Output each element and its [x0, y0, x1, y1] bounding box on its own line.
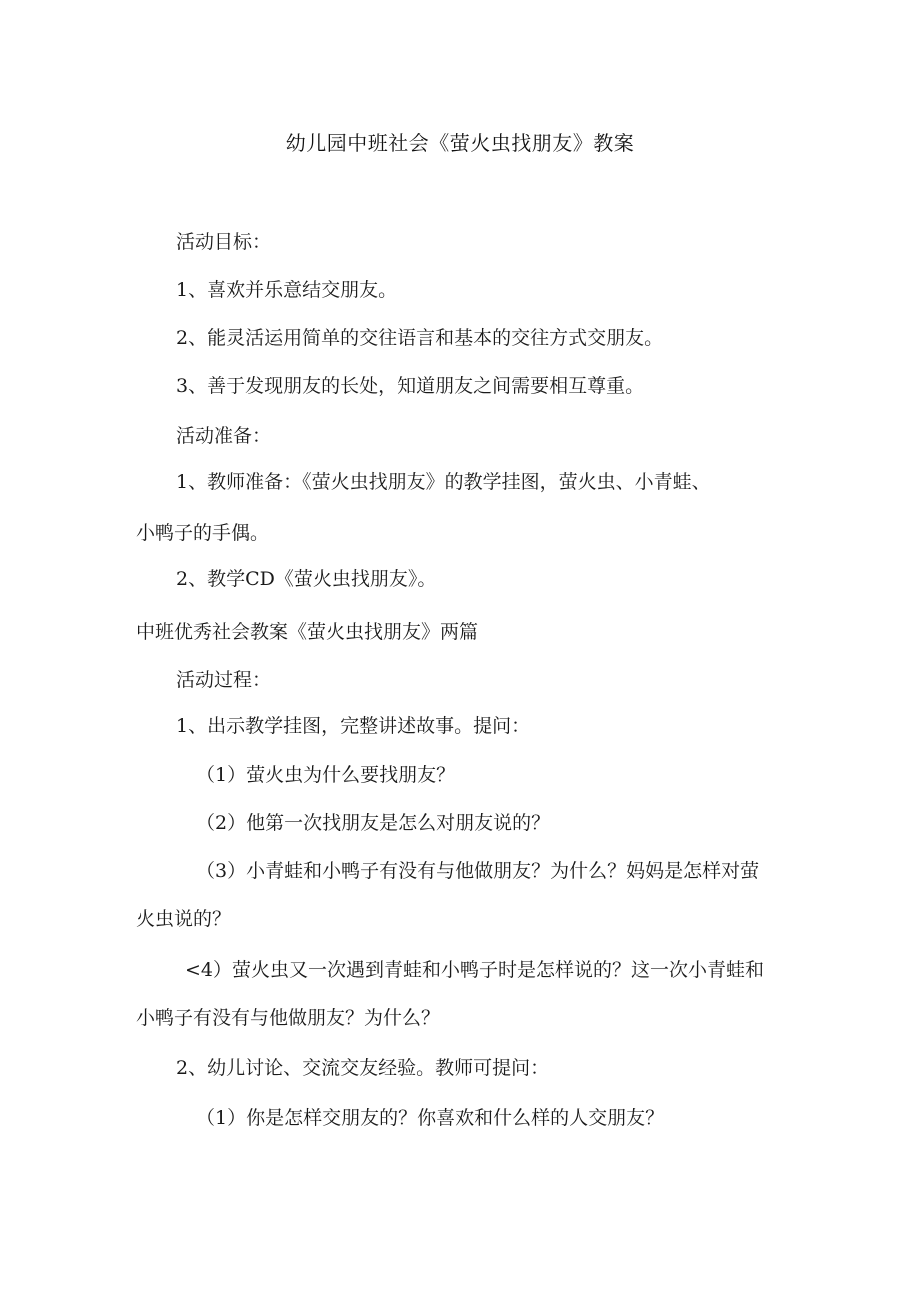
question-2: （2）他第一次找朋友是怎么对朋友说的？ — [196, 812, 551, 834]
discussion-question-1: （1）你是怎样交朋友的？你喜欢和什么样的人交朋友？ — [196, 1107, 665, 1129]
goal-item-2: 2、能灵活运用简单的交往语言和基本的交往方式交朋友。 — [176, 327, 664, 349]
goal-item-1: 1、喜欢并乐意结交朋友。 — [176, 279, 398, 301]
question-4-continued: 小鸭子有没有与他做朋友？为什么？ — [136, 1007, 441, 1029]
question-3: （3）小青蛙和小鸭子有没有与他做朋友？为什么？妈妈是怎样对萤 — [196, 860, 760, 882]
inline-subtitle: 中班优秀社会教案《萤火虫找朋友》两篇 — [136, 621, 479, 643]
question-3-continued: 火虫说的？ — [136, 908, 232, 930]
preparation-item-1: 1、教师准备：《萤火虫找朋友》的教学挂图，萤火虫、小青蛙、 — [176, 471, 711, 493]
process-step-2: 2、幼儿讨论、交流交友经验。教师可提问： — [176, 1057, 550, 1079]
preparation-item-1-continued: 小鸭子的手偶。 — [136, 522, 270, 544]
process-step-1: 1、出示教学挂图，完整讲述故事。提问： — [176, 715, 531, 737]
section-heading-goals: 活动目标： — [176, 231, 272, 253]
preparation-item-2: 2、教学CD《萤火虫找朋友》。 — [176, 568, 437, 590]
question-1: （1）萤火虫为什么要找朋友？ — [196, 764, 456, 786]
section-heading-preparation: 活动准备： — [176, 425, 272, 447]
section-heading-process: 活动过程： — [176, 669, 272, 691]
document-title: 幼儿园中班社会《萤火虫找朋友》教案 — [285, 131, 635, 155]
goal-item-3: 3、善于发现朋友的长处，知道朋友之间需要相互尊重。 — [176, 375, 645, 397]
question-4: <4）萤火虫又一次遇到青蛙和小鸭子时是怎样说的？这一次小青蛙和 — [185, 959, 765, 981]
